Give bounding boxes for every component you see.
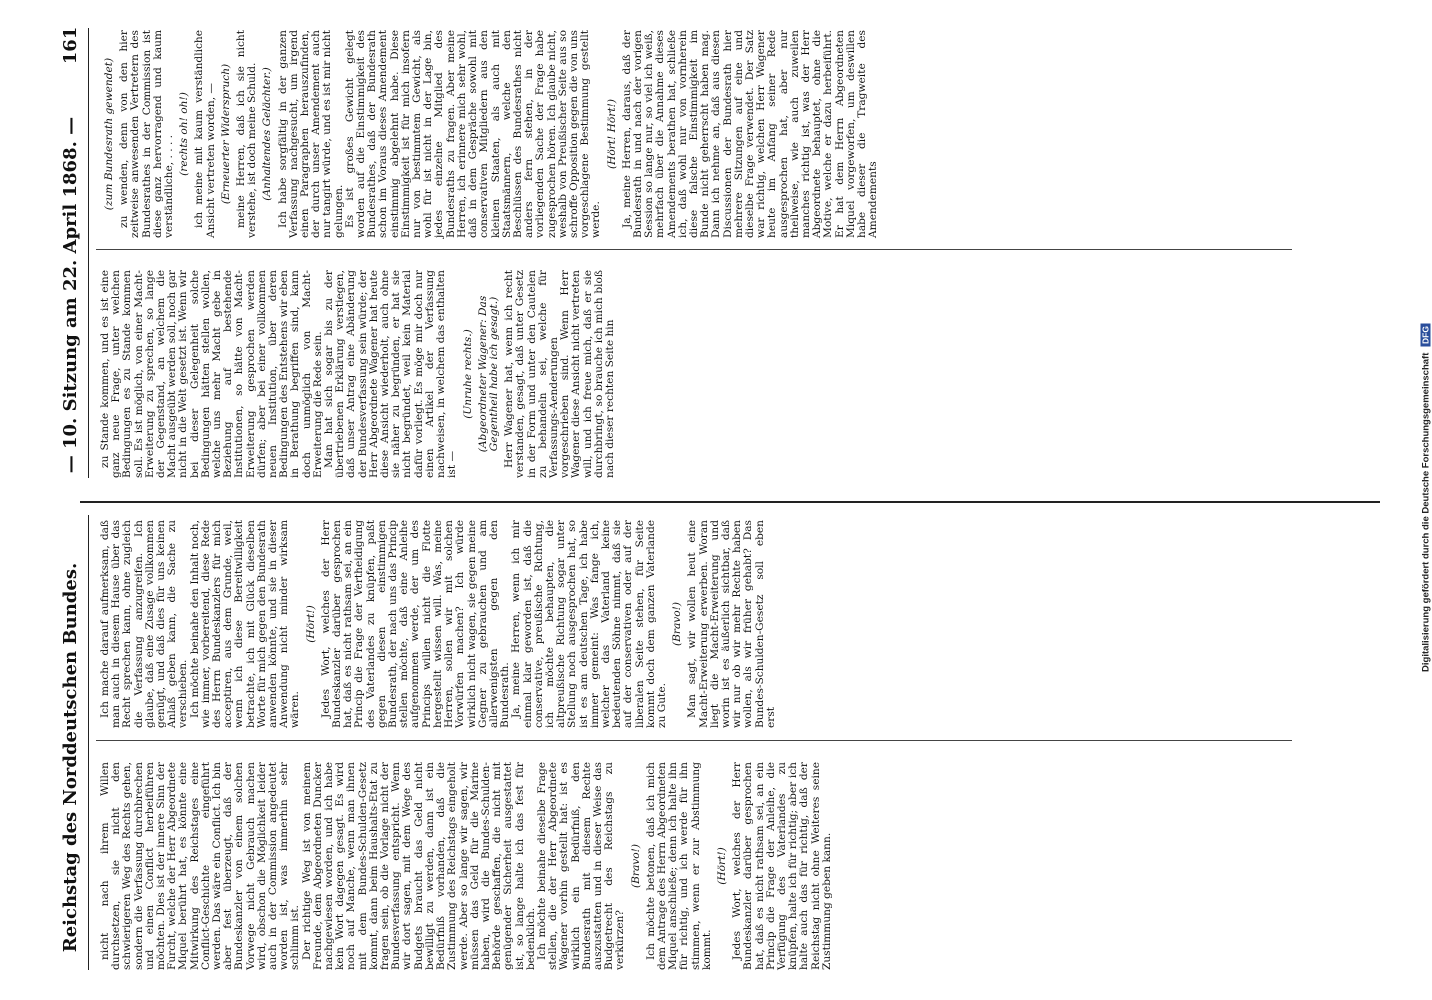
paragraph: meine Herren, daß ich sie nicht verstehe, ist doch meine Schuld. <box>235 30 259 238</box>
paragraph: Ich möchte beinahe den Inhalt noch, wie immer, vorbereitend, diese Rede des Herrn Bundeskanzlers für mich acceptiren, aus dem Grunde, weil, wenn ich diese Bereitwilligkeit betrachte, ich mit Glück dieselben Worte für mich gegen den Bundesrath anwenden könnte, und sie in dieser Anwendung nicht minder wirksam wären. <box>188 520 302 728</box>
paragraph: ich meine mit kaum verständliche Ansicht vertreten worden, — <box>193 30 217 238</box>
paragraph: Ich mache darauf aufmerksam, daß man auch in diesem Hause über das Recht sprechen kann, ohne zugleich die Verfassung anzugreifen. Ich glaube, daß eine Zusage vollkommen genügt, und daß dies für uns keinen Anlaß geben kann, die Sache zu verschieben. <box>99 520 190 728</box>
paragraph: nicht nach ihrem Willen durchsetzen, sie nicht den schwierigeren Weg des Rechts gehen, sondern die Verfassung durchbrechen und einen Conflict herbeiführen möchten. Dies ist der innere Sinn der Furcht, welche der Herr Abgeordnete Miquel berührt hat, es könnte eine Mitwirkung des Reichstages eine Conflict-Geschichte eingeführt werden. Das wäre ein Conflict. Ich bin aber fest überzeugt, daß der Bundeskanzler von einem solchen Vorwege nicht Gebrauch machen wird, obschon die Möglichkeit leider auch in der Commission angedeutet worden ist, was immerhin sehr schlimm ist. <box>99 762 302 970</box>
interjection: (Abgeordneter Wagener: Das Gegentheil habe ich gesagt.) <box>476 295 500 453</box>
left-page-column-1 <box>100 762 833 970</box>
credit-line <box>1421 18 1432 978</box>
paragraph: Herr Wagener hat, wenn ich recht verstanden, gesagt, daß unter Gesetz in der Form und unter den Cautelen zu behandeln sei, welche für Verfassungs-Aenderungen vorgeschrieben sind. Wenn Herr Wagener diese Ansicht nicht vertreten will, und ich freue mich, daß er sie durchbringt, so brauche ich mich bloß nach dieser rechten Seite hin <box>503 270 616 478</box>
right-page-column-1 <box>100 270 616 478</box>
paragraph: Man sagt, wir wollen heut eine Macht-Erweiterung erwerben. Woran liegt die Macht-Erweiterung und worin ist es äußerlich sichtbar, daß wir nur ob wir mehr Rechte haben wollen, als wir früher gehabt? Das Bundes-Schulden-Gesetz soll eben erst <box>686 520 777 728</box>
interjection: (Unruhe rechts.) <box>461 329 474 419</box>
paragraph: Man hat sich sogar bis zu der übertriebenen Erklärung verstiegen, daß unser Antrag eine Abänderung der Bundesverfassung sein würde; der Herr Abgeordnete Wagener hat heute diese Ansicht wiederholt, auch ohne sie näher zu begründen, er hat sie nicht begründet, weil kein Material dafür vorliegt. Es möge mir doch nur einen Artikel der Verfassung nachweisen, in welchem das enthalten ist — <box>323 270 459 478</box>
left-page <box>0 500 1432 1000</box>
interjection: (Hört!) <box>304 605 317 643</box>
left-page-column-2 <box>100 520 777 728</box>
paragraph: Ich möchte beinahe dieselbe Frage stellen, die der Herr Abgeordnete Wagener vorhin gestellt hat: ist es wirklich ein Bedürfniß, den Bundesrath mit diesem Rechte auszustatten und in dieser Weise das Budgetrecht des Reichstags zu verkürzen? <box>535 762 627 970</box>
interjection: (rechts oh! oh!) <box>178 92 191 176</box>
paragraph: Ich habe sorgfältig in der ganzen Verfassung nachgesucht, um irgend einen Paragraphen herauszufinden, der durch unser Amendement auch nur tangirt würde, und es ist mir nicht gelungen. <box>276 30 345 238</box>
session-title: — 10. Sitzung am 22. April 1868. — <box>60 116 81 474</box>
column-divider-right <box>96 249 1292 250</box>
header-rule-left <box>88 515 89 970</box>
header-rule-right <box>88 28 89 478</box>
running-head-right <box>60 15 81 485</box>
right-page-column-2 <box>100 30 879 238</box>
paragraph: Jedes Wort, welches der Herr Bundeskanzler darüber gesprochen hat, daß es nicht rathsam sei, an ein Princip die Frage der Anleihe, die Verfügung des Vaterlandes zu knüpfen, halte ich für richtig; aber ich halte auch das für richtig, daß der Reichstag nicht ohne Weiteres seine Zustimmung geben kann. <box>731 762 833 970</box>
interjection: (Bravo!) <box>671 601 684 647</box>
interjection: (Erneuerter Widerspruch) <box>219 63 232 205</box>
credit-text: Digitalisierung gefördert durch die Deutsche Forschungsgemeinschaft <box>1420 352 1432 672</box>
paragraph: Ja, meine Herren, daraus, daß der Bundesrath in und nach der vorigen Session so lange nur, so viel ich weiß, mehrfach über die Annahme dieses Amendements berathen hat, schließe ich, daß wohl nur von vornherein diese falsche Einstimmigkeit im Bunde nicht geherrscht haben mag. Dann ich nehme an, daß aus diesen Discussionen der Bundesrath hier mehrere Sitzungen auf eine und dieselbe Frage verwendet. Der Satz war richtig, welchen Herr Wagener heute im Anfang seiner Rede ausgesprochen hat, aber nur theilweise, wie auch zuweilen manches richtig ist, was der Herr Abgeordnete behauptet, ohne die Motive, welche er dazu herbeiführt. Er hat dem Herrn Abgeordneten Miquel vorgeworfen, um deswillen habe dieser die Tragweite des Amendements <box>620 30 880 238</box>
digitization-credit <box>1416 0 1432 1000</box>
page-seam <box>80 501 1380 503</box>
interjection: (Hört!) <box>715 847 728 885</box>
paragraph: Ich möchte betonen, daß ich mich dem Antrage des Herrn Abgeordneten Miquel anschließe; denn ich halte ihn für richtig, und ich werde für ihn stimmen, wenn er zur Abstimmung kommt. <box>644 762 713 970</box>
interjection: (Hört! Hört!) <box>605 98 618 170</box>
paragraph: Der richtige Weg ist von meinem Freunde, dem Abgeordneten Duncker nachgewiesen worden, und ich habe kein Wort dagegen gesagt. Es wird noch auf Manche, wenn man ihnen mit dem Bundes-Schulden-Gesetz kommt, dann beim Haushalts-Etat zu fragen sein, ob die Vorlage nicht der Bundesverfassung entspricht. Wenn wir dort sagen, mit dem Wege des Budgets braucht das Geld nicht bewilligt zu werden, dann ist ein Bedürfniß vorhanden, daß die Zustimmung des Reichstags eingeholt werde. Aber so lange wir sagen, wir müssen das Geld für die Marine haben, wird die Bundes-Schulden-Behörde geschaffen, die nicht mit genügender Sicherheit ausgestattet ist, so lange halte ich das fest für bedenklich. <box>300 762 537 970</box>
interjection: (Anhaltendes Gelächter.) <box>261 67 274 201</box>
column-divider-left <box>96 740 1292 741</box>
paragraph: zu wenden, denn von den hier zeitweise anwesenden Vertretern des Bundesrathes in der Commission ist diese ganz hervorragend und kaum verständliche, . . . . <box>118 30 176 238</box>
running-head-left: Reichstag des Norddeutschen Bundes. <box>60 562 81 953</box>
paragraph: Ja, meine Herren, wenn ich mir einmal klar geworden ist, daß die conservative, preußische Richtung, ich möchte behaupten, die altpreußische Richtung sogar unter Stellung noch ausgesprochen hat, so ist es am deutschen Tage, ich habe immer gemeint: Was fange ich, welcher das Vaterland keine bedeutenden Söhne nimmt, daß sie auf der conservativen oder auf der liberalen Seite stehen, für Seite kommt doch dem ganzen Vaterlande zu Gute. <box>510 520 668 728</box>
page-number: 161 <box>60 26 81 65</box>
paragraph: zu Stande kommen, und es ist eine ganz neue Frage, unter welchen Bedingungen es zu Stande kommen soll. Es ist möglich, von einer Macht-Erweiterung zu sprechen, so lange der Gegenstand, an welchem die Macht ausgeübt werden soll, noch gar nicht in die Welt gesetzt ist. Wenn wir bei dieser Gelegenheit solche Bedingungen hätten stellen wollen, welche uns mehr Macht gebe in Beziehung auf bestehende Institutionen, so hätte von Macht-Erweiterung gesprochen werden dürfen; aber bei einer vollkommen neuen Institution, über deren Bedingungen des Entstehens wir eben in Berathung begriffen sind, kann doch unmöglich von Macht-Erweiterung die Rede sein. <box>99 270 324 478</box>
interjection: (Bravo!) <box>629 843 642 889</box>
interjection: (zum Bundesrath gewendet) <box>103 57 115 211</box>
paragraph: Jedes Wort, welches der Herr Bundeskanzler darüber gesprochen hat, daß es nicht rathsam sei, an ein Princip die Frage der Vertheidigung des Vaterlandes zu knüpfen, paßt gegen diesen einstimmigen Bundesrath, der nach uns das Princip stellen möchte, daß eine Anleihe aufgenommen werde, der um des Princips willen nicht die Flotte hergestellt wissen will. Was, meine Herren, sollen wir mit solchen Vorwürfen machen? Ich würde wirklich nicht wagen, sie gegen meine Gegner zu gebrauchen und am allerwenigsten gegen den Bundesrath. <box>319 520 512 728</box>
dfg-logo: DFG <box>1421 323 1431 347</box>
paragraph: Es ist großes Gewicht gelegt worden auf die Einstimmigkeit des Bundesrathes, daß der Bundesrath schon im Voraus dieses Amendement einstimmig abgelehnt habe. Diese Einstimmigkeit ist für mich insofern nur von bestimmtem Gewicht, als wohl für ist nicht in der Lage bin, jedes einzelne Mitglied des Bundesraths zu fragen. Aber meine Herren, ich erinnere mich sehr wohl, daß in dem Gespräche sowohl mit conservativen Mitgliedern aus den kleinen Staaten, als auch mit Staatsmännern, welche den Beschlüssen des Bundesrathes nicht anders fern stehen, in der vorliegenden Sache der Frage habe zugesprochen hören. Ich glaube nicht, weshalb von Preußischer Seite aus so schroffe Opposition gegen die von uns vorgeschlagene Bestimmung gestellt werde. <box>343 30 603 238</box>
